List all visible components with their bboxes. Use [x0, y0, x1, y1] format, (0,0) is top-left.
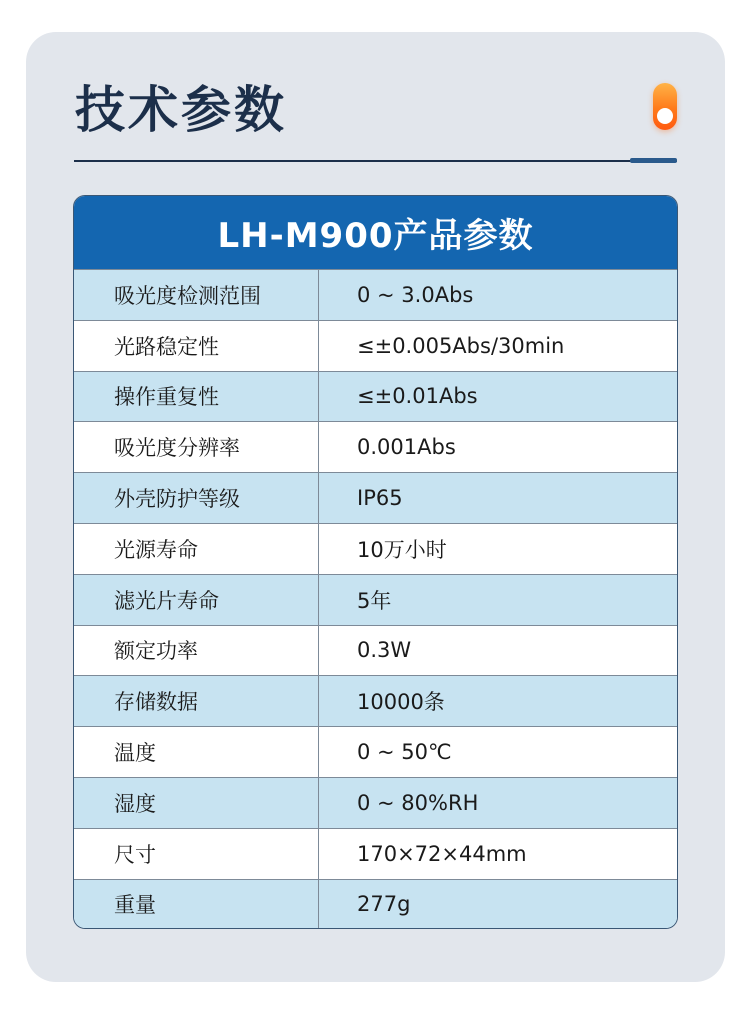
spec-card	[26, 32, 725, 982]
table-row	[74, 777, 677, 828]
row-value: 10000条	[357, 690, 445, 715]
table-row	[74, 574, 677, 625]
row-label: 湿度	[74, 778, 319, 828]
row-label: 滤光片寿命	[74, 575, 319, 625]
row-label: 尺寸	[74, 829, 319, 879]
row-value: ≤±0.01Abs	[357, 384, 478, 409]
spec-table	[73, 195, 678, 929]
row-label: 重量	[74, 880, 319, 929]
title-divider	[74, 160, 677, 162]
table-row	[74, 371, 677, 422]
row-label: 光路稳定性	[74, 321, 319, 371]
table-header: LH-M900产品参数	[74, 196, 677, 269]
toggle-icon	[653, 83, 677, 130]
table-row	[74, 625, 677, 676]
table-row	[74, 675, 677, 726]
row-value: 170×72×44mm	[357, 841, 527, 866]
row-label: 存储数据	[74, 676, 319, 726]
table-row	[74, 320, 677, 371]
row-label: 外壳防护等级	[74, 473, 319, 523]
row-label: 温度	[74, 727, 319, 777]
row-label: 吸光度分辨率	[74, 422, 319, 472]
row-value: 0 ~ 80%RH	[357, 790, 479, 815]
row-value: 10万小时	[357, 537, 447, 562]
row-value: 5年	[357, 588, 392, 613]
table-row	[74, 828, 677, 879]
table-row	[74, 726, 677, 777]
row-label: 额定功率	[74, 626, 319, 676]
table-row	[74, 879, 677, 929]
table-row	[74, 523, 677, 574]
table-row	[74, 269, 677, 320]
page-title: 技术参数	[75, 81, 287, 139]
row-value: 277g	[357, 892, 411, 917]
row-value: 0 ~ 50℃	[357, 740, 452, 765]
row-value: 0.3W	[357, 638, 412, 663]
row-value: ≤±0.005Abs/30min	[357, 333, 565, 358]
row-label: 操作重复性	[74, 372, 319, 422]
table-row	[74, 421, 677, 472]
row-label: 光源寿命	[74, 524, 319, 574]
row-value: 0.001Abs	[357, 435, 456, 460]
row-label: 吸光度检测范围	[74, 270, 319, 320]
row-value: IP65	[357, 486, 403, 511]
toggle-knob	[657, 108, 673, 124]
row-value: 0 ~ 3.0Abs	[357, 282, 474, 307]
table-row	[74, 472, 677, 523]
title-divider-accent	[630, 158, 677, 163]
